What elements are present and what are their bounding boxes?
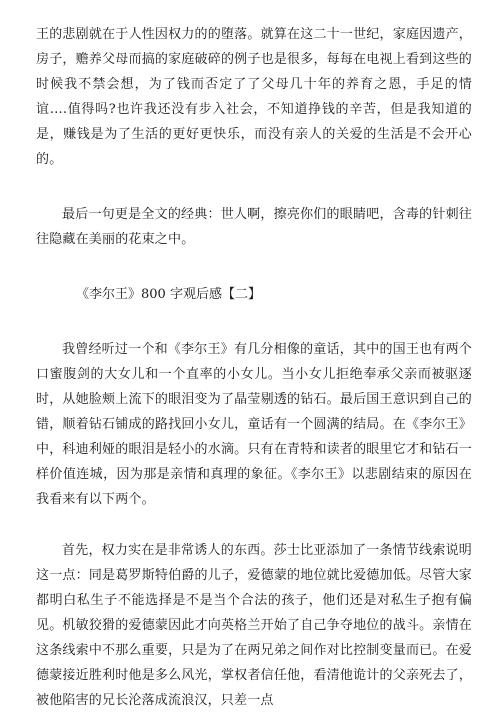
- spacer: [36, 252, 472, 282]
- paragraph-2: 最后一句更是全文的经典：世人啊，擦亮你们的眼睛吧，含毒的针刺往往隐藏在美丽的花束之中。: [36, 207, 472, 247]
- paragraph-3: 我曾经听过一个和《李尔王》有几分相像的童话，其中的国王也有两个口蜜腹剑的大女儿和一个直率的小女儿。当小女儿拒绝奉承父亲而被驱逐时，从她脸颊上流下的眼泪变为了晶莹剔透的钻石。最后国王意识到自己的错，顺着钻石铺成的路找回小女儿，童话有一个圆满的结局。在《李尔王》中，科迪利娅的眼泪是轻小的水滴。只有在青特和读者的眼里它才和钻石一样价值连城，因为那是亲情和真理的象征。《李尔王》以悲剧结束的原因在我看来有以下两个。: [36, 342, 472, 507]
- paragraph-4: 首先，权力实在是非常诱人的东西。莎士比亚添加了一条情节线索说明这一点：同是葛罗斯特伯爵的儿子，爱德蒙的地位就比爱德加低。尽管大家都明白私生子不能选择是不是当个合法的孩子，他们还是对私生子抱有偏见。机敏狡猾的爱德蒙因此才向英格兰开始了自己争夺地位的战斗。亲情在这条线索中不那么重要，只是为了在两兄弟之间作对比控制变量而已。在爱德蒙接近胜利时他是多么风光，掌权者信任他，看清他诡计的父亲死去了，被他陷害的兄长沦落成流浪汉，只差一点: [36, 543, 472, 708]
- section-heading: 《李尔王》800 字观后感【二】: [76, 287, 261, 302]
- spacer: [36, 172, 472, 202]
- spacer: [36, 512, 472, 538]
- spacer: [36, 307, 472, 337]
- paragraph-1: 王的悲剧就在于人性因权力的的堕落。就算在这二十一世纪，家庭因遗产，房子，赡养父母而搞的家庭破碎的例子也是很多，每每在电视上看到这些的时候我不禁会想，为了钱而否定了了父母几十年的养育之恩，手足的情谊….值得吗?也许我还没有步入社会，不知道挣钱的辛苦，但是我知道的是，赚钱是为了生活的更好更快乐，而没有亲人的关爱的生活是不会开心的。: [36, 27, 472, 167]
